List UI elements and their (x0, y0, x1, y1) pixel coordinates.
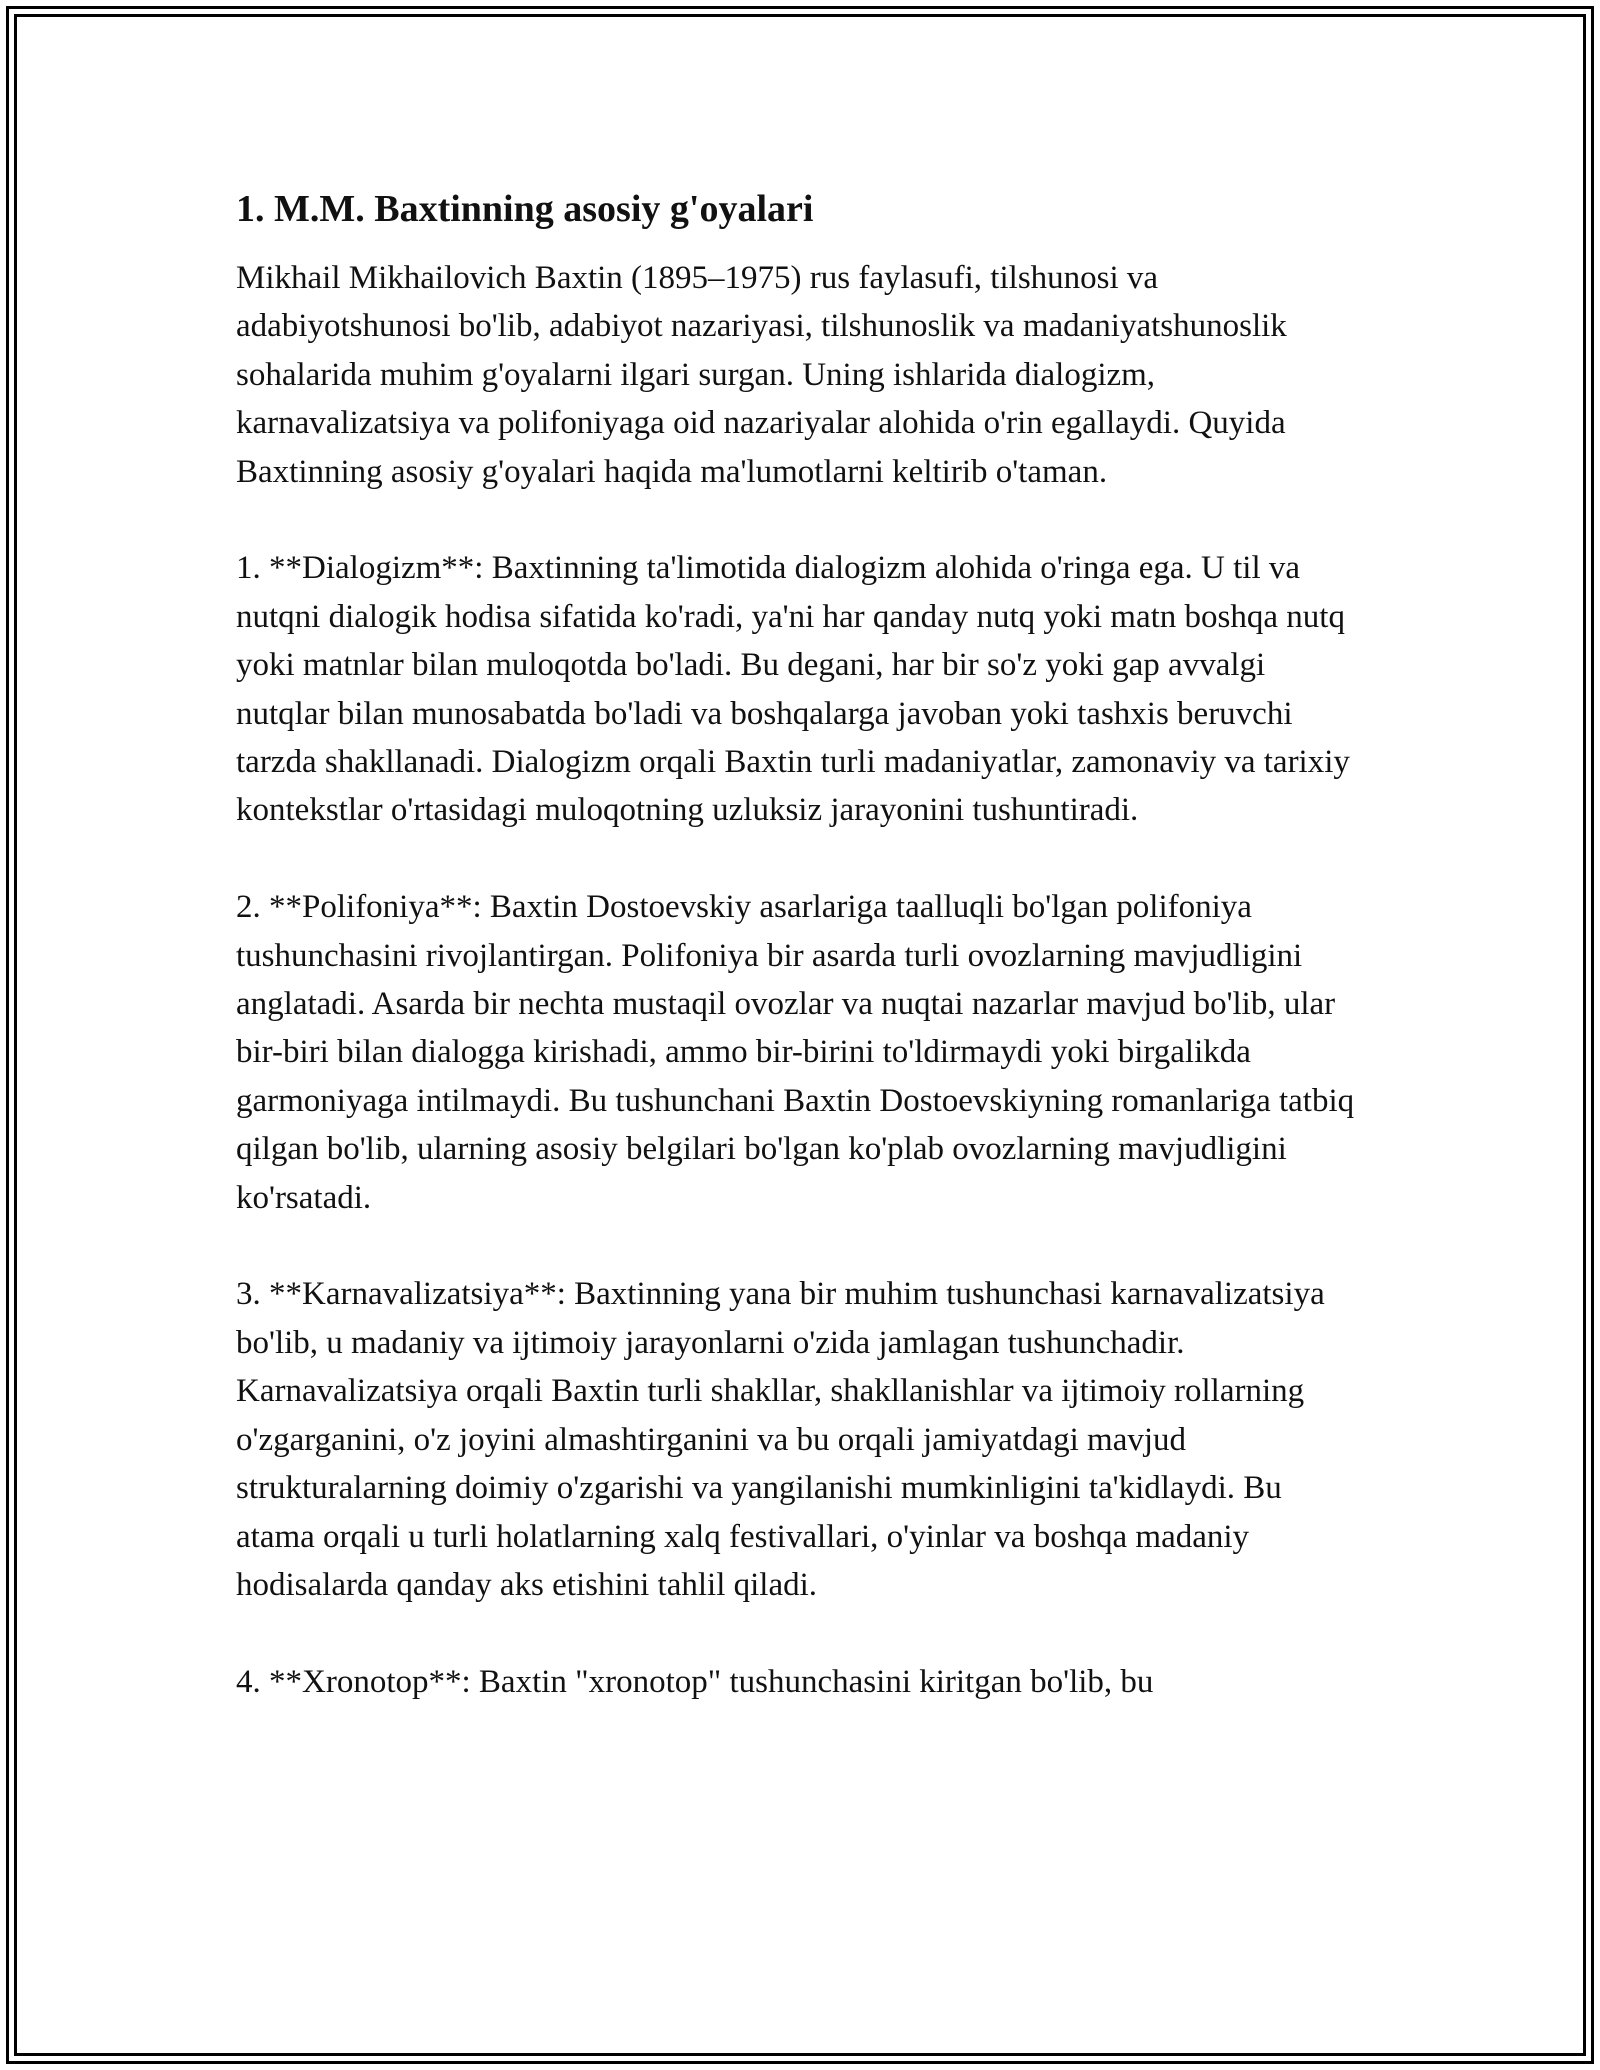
paragraph-intro: Mikhail Mikhailovich Baxtin (1895–1975) rus faylasufi, tilshunosi va adabiyotshunosi bo'lib, adabiyot nazariyasi, tilshunoslik va madaniyatshunoslik sohalarida muhim g'oyalarni ilgari surgan. Uning ishlarida dialogizm, karnavalizatsiya va polifoniyaga oid nazariyalar alohida o'rin egallaydi. Quyida Baxtinning asosiy g'oyalari haqida ma'lumotlarni keltirib o'taman. (236, 260, 1287, 490)
paragraph-xronotop: 4. **Xronotop**: Baxtin "xronotop" tushunchasini kiritgan bo'lib, bu (236, 1663, 1154, 1700)
document-title: 1. M.M. Baxtinning asosiy g'oyalari (236, 188, 814, 230)
paragraph-karnavalizatsiya: 3. **Karnavalizatsiya**: Baxtinning yana bir muhim tushunchasi karnavalizatsiya bo'lib, u madaniy va ijtimoiy jarayonlarni o'zida jamlagan tushunchadir. Karnavalizatsiya orqali Baxtin turli shakllar, shakllanishlar va ijtimoiy rollarning o'zgarganini, o'z joyini almashtirganini va bu orqali jamiyatdagi mavjud strukturalarning doimiy o'zgarishi va yangilanishi mumkinligini ta'kidlaydi. Bu atama orqali u turli holatlarning xalq festivallari, o'yinlar va boshqa madaniy hodisalarda qanday aks etishini tahlil qiladi. (236, 1276, 1325, 1603)
paragraph-dialogizm: 1. **Dialogizm**: Baxtinning ta'limotida dialogizm alohida o'ringa ega. U til va nutqni dialogik hodisa sifatida ko'radi, ya'ni har qanday nutq yoki matn boshqa nutq yoki matnlar bilan muloqotda bo'ladi. Bu degani, har bir so'z yoki gap avvalgi nutqlar bilan munosabatda bo'ladi va boshqalarga javoban yoki tashxis beruvchi tarzda shakllanadi. Dialogizm orqali Baxtin turli madaniyatlar, zamonaviy va tarixiy kontekstlar o'rtasidagi muloqotning uzluksiz jarayonini tushuntiradi. (236, 550, 1350, 829)
document-body (236, 185, 1366, 1755)
paragraph-polifoniya: 2. **Polifoniya**: Baxtin Dostoevskiy asarlariga taalluqli bo'lgan polifoniya tushunchasini rivojlantirgan. Polifoniya bir asarda turli ovozlarning mavjudligini anglatadi. Asarda bir nechta mustaqil ovozlar va nuqtai nazarlar mavjud bo'lib, ular bir-biri bilan dialogga kirishadi, ammo bir-birini to'ldirmaydi yoki birgalikda garmoniyaga intilmaydi. Bu tushunchani Baxtin Dostoevskiyning romanlariga tatbiq qilgan bo'lib, ularning asosiy belgilari bo'lgan ko'plab ovozlarning mavjudligini ko'rsatadi. (236, 889, 1355, 1216)
